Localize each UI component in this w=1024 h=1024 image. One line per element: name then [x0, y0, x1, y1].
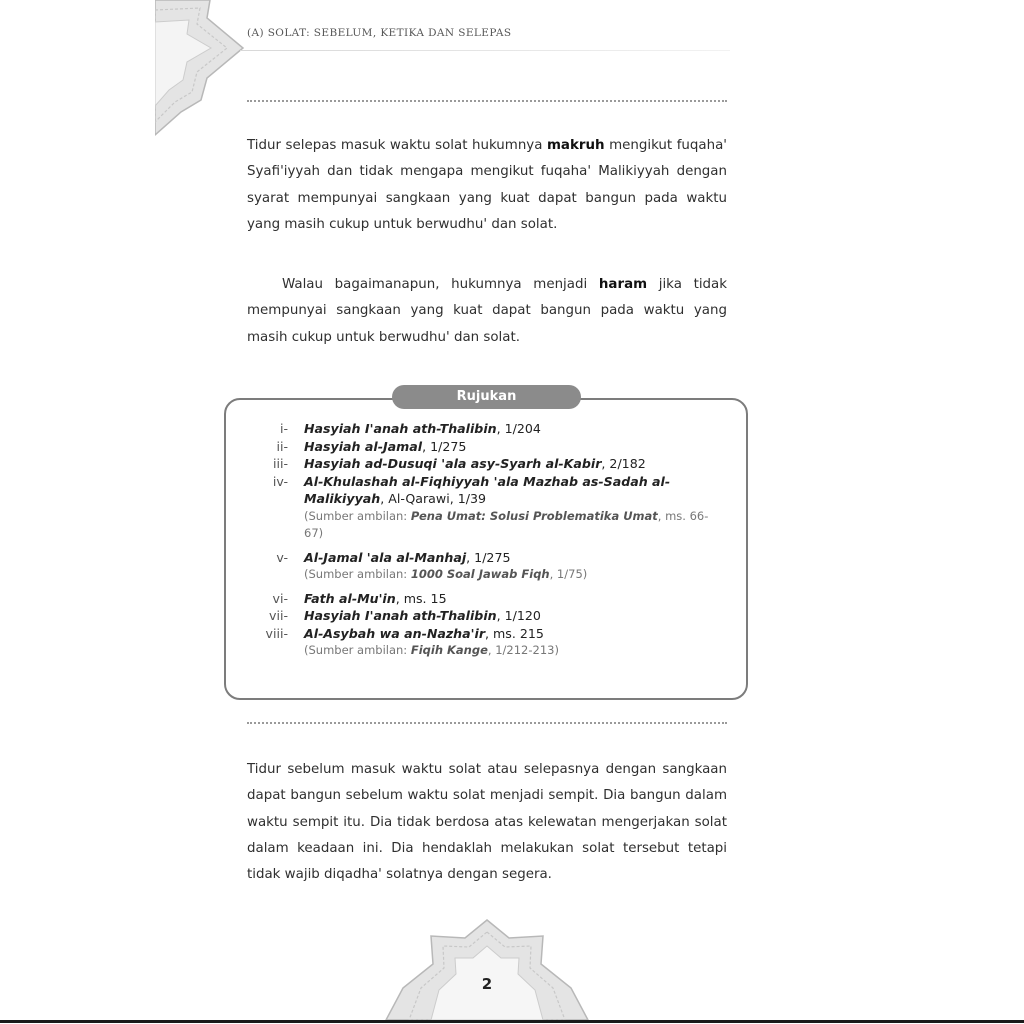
reference-title: Hasyiah ad-Dusuqi 'ala asy-Syarh al-Kabir — [304, 456, 602, 471]
reference-number: ii- — [276, 438, 288, 454]
reference-item: iii- Hasyiah ad-Dusuqi 'ala asy-Syarh al-Kabir, 2/182 — [255, 455, 725, 473]
reference-title: Hasyiah al-Jamal — [304, 438, 423, 454]
reference-title: Fath al-Mu'in — [304, 590, 396, 606]
bold-term-haram: haram — [598, 277, 648, 292]
reference-item: iv- Al-Khulashah al-Fiqhiyyah 'ala Mazhab as-Sadah al-Malikiyyah, Al-Qarawi, 1/39 (Sumber ambilan: Pena Umat: Solusi Problematika Umat, ms. 66-67) — [255, 473, 725, 543]
reference-number: v- — [276, 549, 288, 565]
reference-item: v- Al-Jamal 'ala al-Manhaj, 1/275 (Sumber ambilan: 1000 Soal Jawab Fiqh, 1/75) — [255, 549, 725, 584]
reference-source: (Sumber ambilan: Fiqih Kange, 1/212-213) — [304, 643, 559, 657]
references-list — [255, 420, 725, 660]
reference-item: i- Hasyiah I'anah ath-Thalibin, 1/204 — [255, 420, 725, 438]
running-header: (A) SOLAT: SEBELUM, KETIKA DAN SELEPAS — [247, 27, 512, 39]
reference-title: Al-Asybah wa an-Nazha'ir — [304, 625, 486, 641]
bottom-border — [0, 1020, 1024, 1023]
footer-star-ornament — [383, 918, 591, 1020]
paragraph-tidur-sebelum: Tidur sebelum masuk waktu solat atau selepasnya dengan sangkaan dapat bangun sebelum waktu solat menjadi sempit. Dia bangun dalam waktu sempit itu. Dia tidak berdosa atas kelewatan mengerjakan solat dalam keadaan ini. Dia hendaklah melakukan solat tersebut tetapi tidak wajib diqadha' solatnya dengan segera. — [247, 762, 727, 883]
reference-number: iii- — [272, 456, 288, 471]
reference-number: i- — [279, 421, 288, 436]
reference-number: viii- — [265, 625, 288, 641]
reference-item: ii- Hasyiah al-Jamal, 1/275 — [255, 438, 725, 456]
dotted-divider-top — [247, 100, 727, 102]
header-rule — [240, 50, 730, 51]
reference-number: iv- — [272, 473, 288, 489]
corner-star-ornament — [155, 0, 250, 140]
reference-number: vi- — [272, 590, 288, 606]
reference-item: vii- Hasyiah I'anah ath-Thalibin, 1/120 — [255, 607, 725, 625]
paragraph-makruh: Tidur selepas masuk waktu solat hukumnya makruh mengikut fuqaha' Syafi'iyyah dan tidak mengapa mengikut fuqaha' Malikiyyah dengan syarat mempunyai sangkaan yang kuat dapat bangun pada waktu yang masih cukup untuk berwudhu' dan solat. — [247, 138, 727, 232]
reference-number: vii- — [269, 608, 288, 623]
dotted-divider-bottom — [247, 722, 727, 724]
bold-term-makruh: makruh — [546, 138, 605, 153]
reference-source: (Sumber ambilan: Pena Umat: Solusi Problematika Umat, ms. 66-67) — [304, 508, 709, 540]
reference-title: Hasyiah I'anah ath-Thalibin — [304, 421, 497, 436]
reference-item: viii- Al-Asybah wa an-Nazha'ir, ms. 215 (Sumber ambilan: Fiqih Kange, 1/212-213) — [255, 625, 725, 660]
reference-item: vi- Fath al-Mu'in, ms. 15 — [255, 590, 725, 608]
reference-title: Al-Jamal 'ala al-Manhaj — [304, 549, 467, 565]
paragraph-haram: Walau bagaimanapun, hukumnya menjadi haram jika tidak mempunyai sangkaan yang kuat dapat bangun pada waktu yang masih cukup untuk berwudhu' dan solat. — [247, 277, 728, 345]
reference-title: Al-Khulashah al-Fiqhiyyah 'ala Mazhab as-Sadah al-Malikiyyah — [304, 473, 671, 506]
reference-title: Hasyiah I'anah ath-Thalibin — [304, 608, 497, 623]
references-title: Rujukan — [392, 385, 581, 409]
page-number: 2 — [481, 975, 493, 993]
reference-source: (Sumber ambilan: 1000 Soal Jawab Fiqh, 1/75) — [304, 567, 588, 581]
